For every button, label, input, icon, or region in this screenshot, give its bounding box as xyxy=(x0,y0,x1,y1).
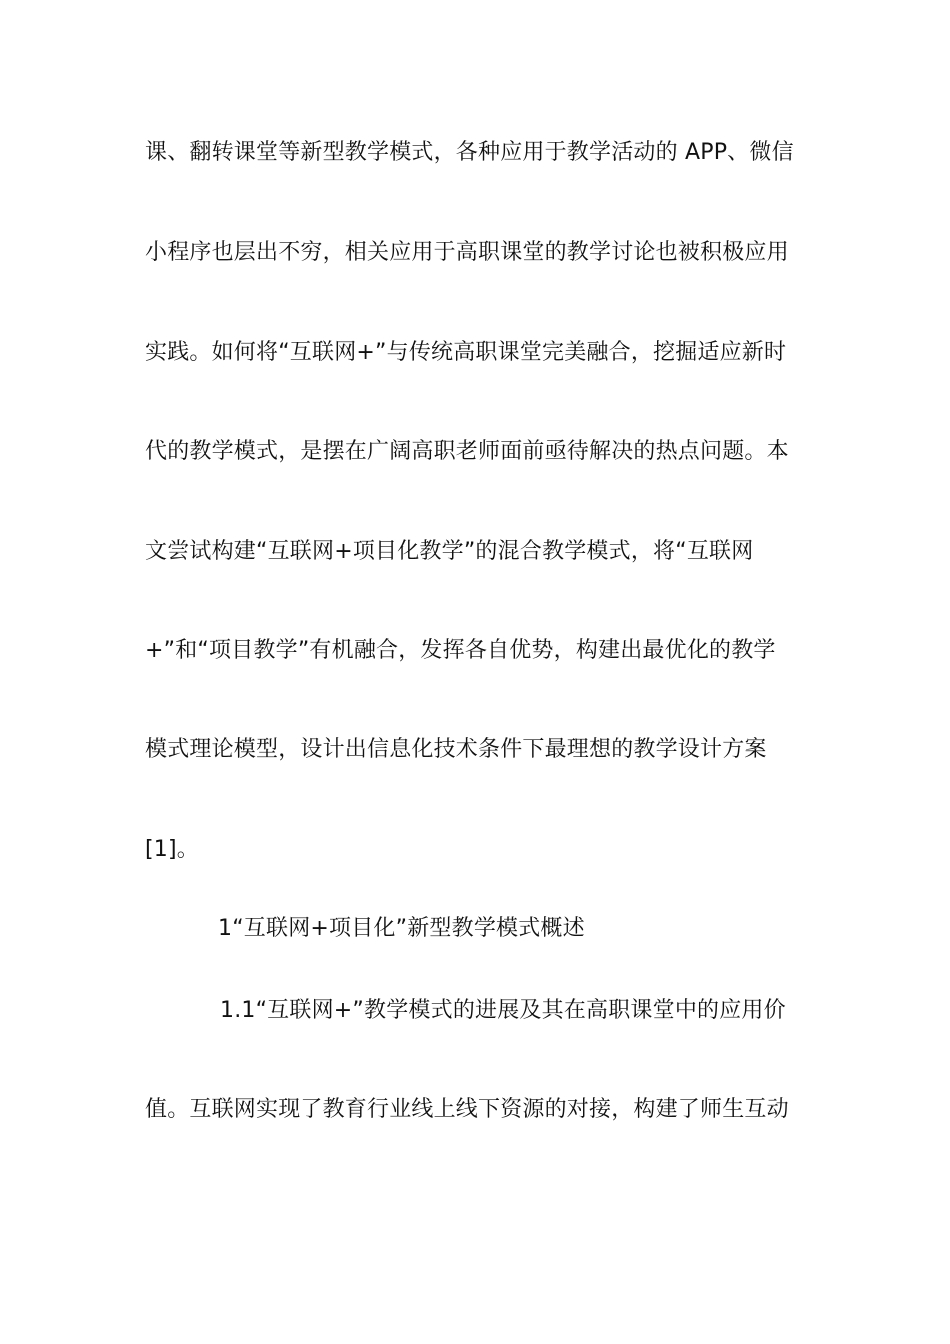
paragraph-line: 模式理论模型，设计出信息化技术条件下最理想的教学设计方案 xyxy=(145,737,767,762)
paragraph-line: 实践。如何将“互联网+”与传统高职课堂完美融合，挖掘适应新时 xyxy=(145,340,787,365)
paragraph-line: 小程序也层出不穷，相关应用于高职课堂的教学讨论也被积极应用 xyxy=(145,240,789,265)
paragraph-line: 代的教学模式，是摆在广阔高职老师面前亟待解决的热点问题。本 xyxy=(145,439,789,464)
paragraph-line: 文尝试构建“互联网+项目化教学”的混合教学模式，将“互联网 xyxy=(145,539,754,564)
subsection-heading: 1.1“互联网+”教学模式的进展及其在高职课堂中的应用价 xyxy=(220,998,786,1023)
paragraph-line: 课、翻转课堂等新型教学模式，各种应用于教学活动的 APP、微信 xyxy=(145,140,794,165)
paragraph-line: [1]。 xyxy=(145,837,199,862)
paragraph-line: +”和“项目教学”有机融合，发挥各自优势，构建出最优化的教学 xyxy=(145,638,776,663)
section-heading: 1“互联网+项目化”新型教学模式概述 xyxy=(218,916,585,941)
paragraph-line: 值。互联网实现了教育行业线上线下资源的对接，构建了师生互动 xyxy=(145,1097,789,1122)
